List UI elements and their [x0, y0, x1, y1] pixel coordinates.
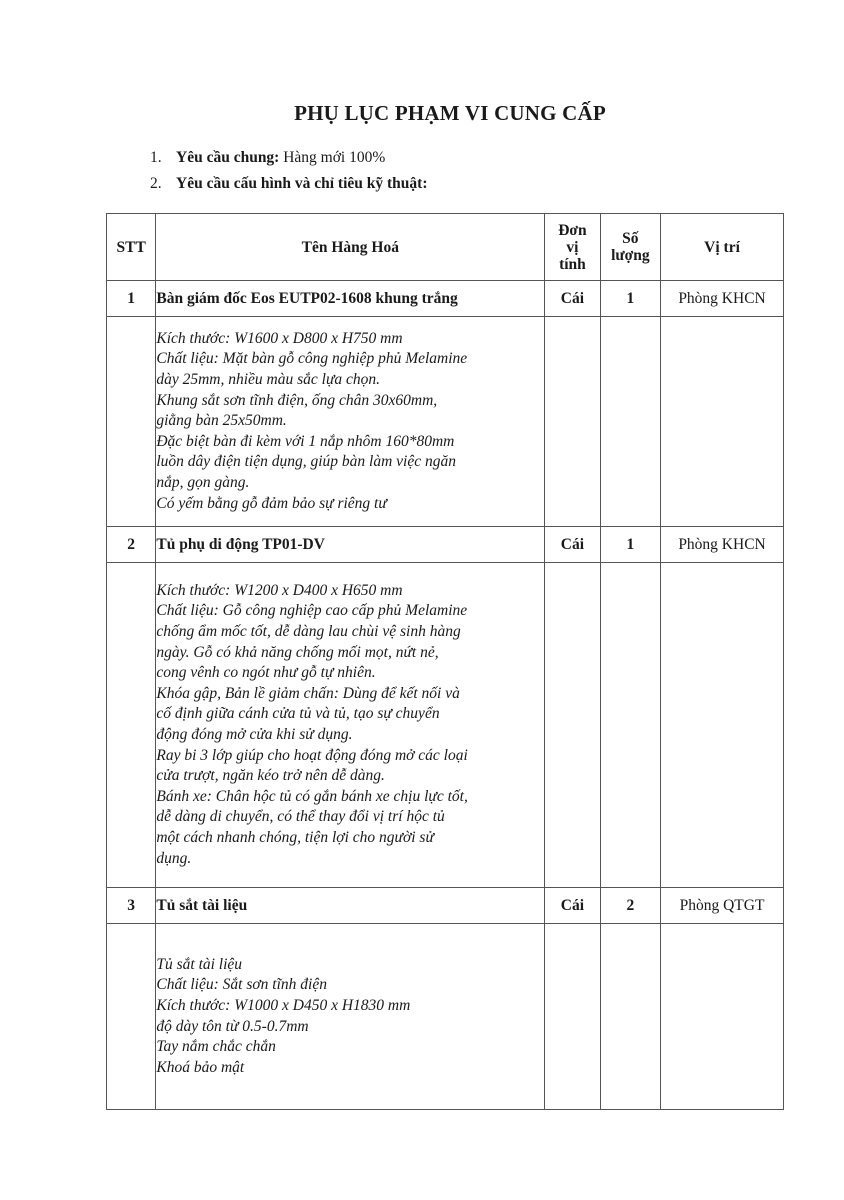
requirement-number: 1.	[150, 149, 162, 166]
header-name: Tên Hàng Hoá	[156, 214, 545, 281]
requirement-label: Yêu cầu cấu hình và chỉ tiêu kỹ thuật:	[176, 175, 428, 192]
item-details	[156, 924, 545, 1110]
detail-line: Khóa gập, Bản lề giảm chấn: Dùng để kết nối và	[156, 684, 460, 702]
detail-line: Chất liệu: Gỗ công nghiệp cao cấp phủ Melamine	[156, 602, 468, 620]
item-name: Bàn giám đốc Eos EUTP02-1608 khung trắng	[156, 281, 545, 317]
detail-line: nắp, gọn gàng.	[156, 473, 250, 491]
empty-cell	[600, 317, 660, 527]
item-qty: 1	[600, 527, 660, 563]
empty-cell	[545, 924, 600, 1110]
item-stt: 3	[107, 888, 156, 924]
empty-cell	[545, 317, 600, 527]
requirement-label: Yêu cầu chung:	[176, 149, 280, 166]
item-qty: 2	[600, 888, 660, 924]
requirement-value: Hàng mới 100%	[279, 149, 386, 166]
empty-cell	[107, 317, 156, 527]
table-detail-row	[107, 924, 784, 1110]
item-details	[156, 317, 545, 527]
detail-line: Đặc biệt bàn đi kèm với 1 nắp nhôm 160*80mm	[156, 432, 455, 450]
table-row	[107, 888, 784, 924]
detail-line: Kích thước: W1600 x D800 x H750 mm	[156, 329, 403, 347]
item-stt: 1	[107, 281, 156, 317]
header-qty-line: lượng	[611, 247, 650, 264]
empty-cell	[661, 563, 784, 888]
header-qty	[600, 214, 660, 281]
detail-line: động đóng mở cửa khi sử dụng.	[156, 726, 353, 743]
detail-line: luồn dây điện tiện dụng, giúp bàn làm việc ngăn	[156, 453, 456, 471]
empty-cell	[600, 563, 660, 888]
header-qty-line: Số	[622, 230, 639, 247]
detail-line: Tay nắm chắc chắn	[156, 1038, 276, 1056]
detail-line: giằng bàn 25x50mm.	[156, 412, 287, 430]
page-title: PHỤ LỤC PHẠM VI CUNG CẤP	[294, 101, 606, 125]
detail-line: chống ẩm mốc tốt, dễ dàng lau chùi vệ sinh hàng	[156, 623, 461, 641]
spec-table	[106, 213, 784, 1110]
detail-line: Khoá bảo mật	[156, 1058, 245, 1076]
detail-line: một cách nhanh chóng, tiện lợi cho người sử	[156, 828, 434, 846]
header-unit-line: Đơn	[558, 221, 587, 239]
detail-line: Khung sắt sơn tĩnh điện, ống chân 30x60mm,	[156, 391, 438, 409]
detail-line: Bánh xe: Chân hộc tủ có gắn bánh xe chịu lực tốt,	[156, 787, 468, 805]
detail-line: cố định giữa cánh cửa tủ và tủ, tạo sự chuyển	[156, 705, 440, 723]
detail-line: cong vênh co ngót như gỗ tự nhiên.	[156, 664, 376, 682]
item-unit: Cái	[545, 888, 600, 924]
table-detail-row	[107, 563, 784, 888]
detail-line: Ray bi 3 lớp giúp cho hoạt động đóng mở các loại	[156, 746, 468, 764]
table-header-row	[107, 214, 784, 281]
item-qty: 1	[600, 281, 660, 317]
detail-line: độ dày tôn từ 0.5-0.7mm	[156, 1017, 309, 1035]
detail-line: dày 25mm, nhiều màu sắc lựa chọn.	[156, 371, 381, 389]
header-unit-line: tính	[559, 255, 586, 273]
item-unit: Cái	[545, 281, 600, 317]
requirement-number: 2.	[150, 175, 162, 192]
item-details	[156, 563, 545, 888]
detail-line: Tủ sắt tài liệu	[156, 955, 243, 973]
detail-line: Chất liệu: Sắt sơn tĩnh điện	[156, 976, 327, 994]
item-location: Phòng KHCN	[661, 281, 784, 317]
item-location: Phòng QTGT	[661, 888, 784, 924]
detail-line: dụng.	[156, 849, 192, 867]
item-location: Phòng KHCN	[661, 527, 784, 563]
detail-line: Kích thước: W1200 x D400 x H650 mm	[156, 581, 403, 599]
header-unit-line: vị	[566, 238, 579, 256]
detail-line: ngày. Gỗ có khả năng chống mối mọt, nứt nẻ,	[156, 643, 439, 661]
detail-line: Có yếm bằng gỗ đảm bảo sự riêng tư	[156, 494, 387, 512]
item-name: Tủ phụ di động TP01-DV	[156, 527, 545, 563]
item-name: Tủ sắt tài liệu	[156, 888, 545, 924]
table-row	[107, 527, 784, 563]
header-unit	[545, 214, 600, 281]
item-unit: Cái	[545, 527, 600, 563]
empty-cell	[661, 317, 784, 527]
header-stt: STT	[107, 214, 156, 281]
detail-line: Kích thước: W1000 x D450 x H1830 mm	[156, 996, 411, 1014]
empty-cell	[107, 563, 156, 888]
empty-cell	[545, 563, 600, 888]
header-location: Vị trí	[661, 214, 784, 281]
table-detail-row	[107, 317, 784, 527]
detail-line: cửa trượt, ngăn kéo trở nên dễ dàng.	[156, 767, 385, 785]
requirement-general	[150, 149, 385, 167]
item-stt: 2	[107, 527, 156, 563]
empty-cell	[107, 924, 156, 1110]
empty-cell	[600, 924, 660, 1110]
detail-line: Chất liệu: Mặt bàn gỗ công nghiệp phủ Melamine	[156, 350, 468, 368]
empty-cell	[661, 924, 784, 1110]
requirement-technical	[150, 175, 427, 193]
detail-line: dễ dàng di chuyển, có thể thay đổi vị trí hộc tủ	[156, 808, 445, 826]
table-row	[107, 281, 784, 317]
